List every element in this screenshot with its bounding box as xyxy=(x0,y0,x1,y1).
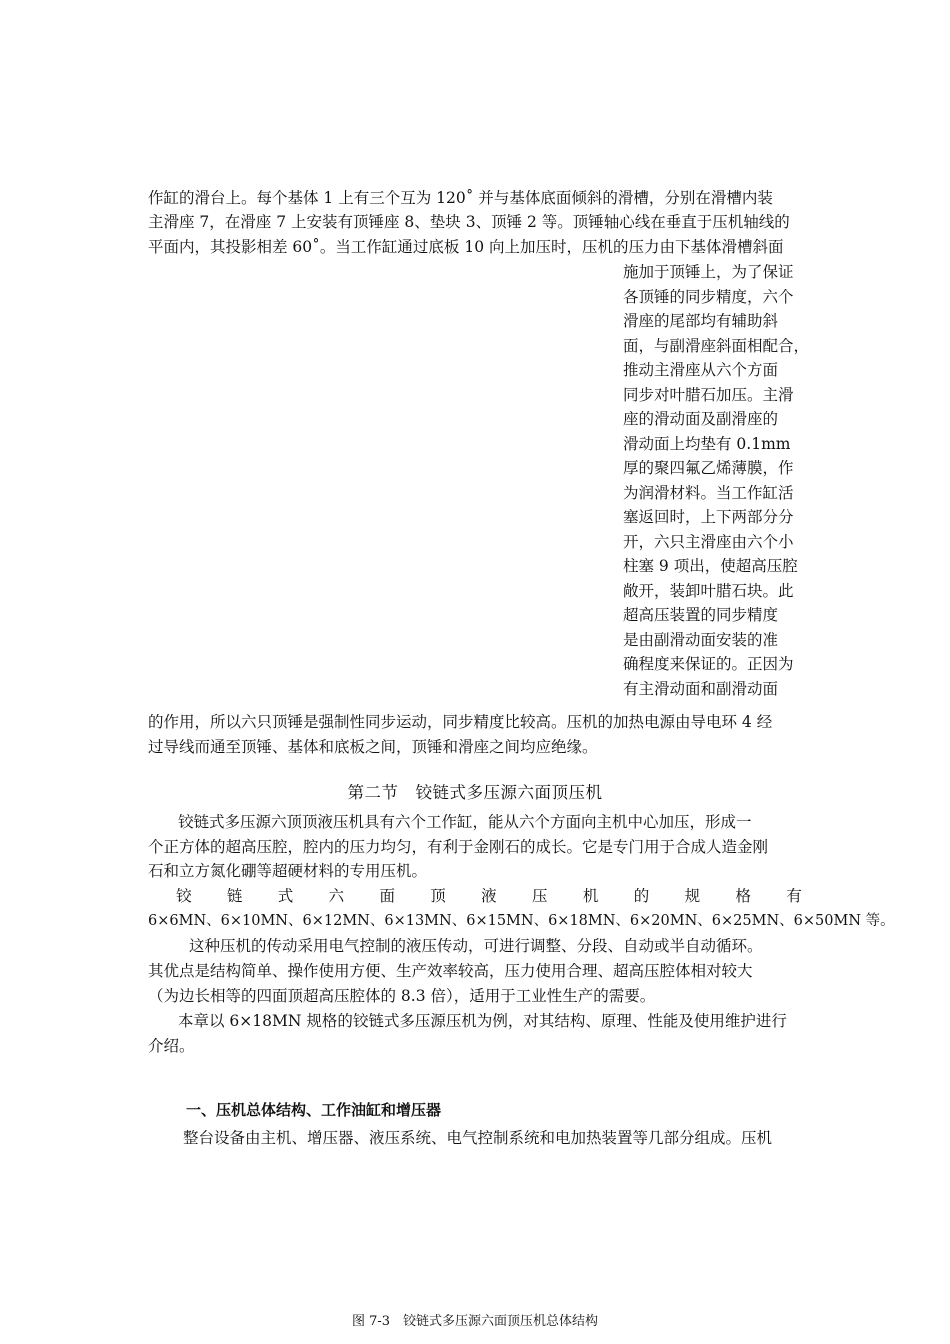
wrapped-text-line: 确程度来保证的。正因为 xyxy=(623,655,794,673)
wrapped-text-line: 滑动面上均垫有 0.1mm xyxy=(623,434,791,453)
body-text-line: 铰链式多压源六顶顶液压机具有六个工作缸，能从六个方面向主机中心加压，形成一 xyxy=(178,813,752,831)
wrapped-text-line: 施加于顶锤上，为了保证 xyxy=(623,263,794,281)
spread-char: 格 xyxy=(735,887,751,905)
body-text-line: 整台设备由主机、增压器、液压系统、电气控制系统和电加热装置等几部分组成。压机 xyxy=(183,1129,773,1147)
spread-char: 顶 xyxy=(430,887,446,905)
body-text-line: 本章以 6×18MN 规格的铰链式多压源压机为例，对其结构、原理、性能及使用维护进行 xyxy=(178,1012,787,1030)
wrapped-text-line: 敞开，装卸叶腊石块。此 xyxy=(623,581,794,600)
wrapped-text-line: 厚的聚四氟乙烯薄膜，作 xyxy=(623,459,794,477)
wrapped-text-line: 有主滑动面和副滑动面 xyxy=(623,679,779,698)
wrapped-text-line: 超高压装置的同步精度 xyxy=(623,606,779,624)
spread-char: 的 xyxy=(633,887,650,905)
body-text-line: 作缸的滑台上。每个基体 1 上有三个互为 120˚ 并与基体底面倾斜的滑槽，分别在滑槽内装 xyxy=(148,189,773,207)
wrapped-text-line: 同步对叶腊石加压。主滑 xyxy=(623,385,794,404)
spread-char: 链 xyxy=(226,887,243,905)
wrapped-text-line: 推动主滑座从六个方面 xyxy=(623,361,779,379)
wrapped-text-line: 是由副滑动面安装的准 xyxy=(623,630,779,649)
spread-char: 铰 xyxy=(176,887,192,905)
wrapped-text-line: 座的滑动面及副滑座的 xyxy=(623,410,779,428)
spread-char: 六 xyxy=(328,887,345,905)
body-text-line: 其优点是结构简单、操作使用方便、生产效率较高，压力使用合理、超高压腔体相对较大 xyxy=(148,962,753,980)
wrapped-text-column xyxy=(623,260,813,701)
wrapped-text-line: 各顶锤的同步精度，六个 xyxy=(623,287,794,306)
figure-caption: 图 7-3 铰链式多压源六面顶压机总体结构 xyxy=(351,1314,599,1329)
body-text-line: 这种压机的传动采用电气控制的液压传动，可进行调整、分段、自动或半自动循环。 xyxy=(189,937,763,955)
body-text-line: 石和立方氮化硼等超硬材料的专用压机。 xyxy=(148,862,428,880)
spread-text-line xyxy=(176,884,802,908)
body-text-line: 平面内，其投影相差 60˚。当工作缸通过底板 10 向上加压时，压机的压力由下基体滑槽斜面 xyxy=(148,238,784,256)
spread-char: 规 xyxy=(684,887,701,905)
wrapped-text-line: 为润滑材料。当工作缸活 xyxy=(623,483,794,502)
body-text-line: 主滑座 7，在滑座 7 上安装有顶锤座 8、垫块 3、顶锤 2 等。顶锤轴心线在垂直于压机轴线的 xyxy=(148,213,790,231)
body-text-line: 个正方体的超高压腔，腔内的压力均匀，有利于金刚石的成长。它是专门用于合成人造金刚 xyxy=(148,838,769,856)
wrapped-text-line: 开，六只主滑座由六个小 xyxy=(623,532,794,551)
body-text-line: 介绍。 xyxy=(148,1037,195,1055)
spread-char: 机 xyxy=(582,887,599,905)
body-text-line: 过导线而通至顶锤、基体和底板之间，顶锤和滑座之间均应绝缘。 xyxy=(148,738,598,756)
wrapped-text-line: 面，与副滑座斜面相配合， xyxy=(623,336,810,355)
spread-char: 有 xyxy=(786,887,802,905)
wrapped-text-line: 柱塞 9 项出，使超高压腔 xyxy=(623,557,798,575)
wrapped-text-line: 塞返回时，上下两部分分 xyxy=(623,508,794,526)
body-text-line: （为边长相等的四面顶超高压腔体的 8.3 倍），适用于工业性生产的需要。 xyxy=(148,987,656,1005)
body-text-line: 的作用，所以六只顶锤是强制性同步运动，同步精度比较高。压机的加热电源由导电环 4 经 xyxy=(148,713,773,731)
spread-char: 面 xyxy=(379,887,395,905)
wrapped-text-line: 滑座的尾部均有辅助斜 xyxy=(623,312,779,330)
spread-char: 液 xyxy=(481,887,497,905)
section-title: 第二节 铰链式多压源六面顶压机 xyxy=(347,783,603,802)
subsection-heading: 一、压机总体结构、工作油缸和增压器 xyxy=(186,1101,442,1119)
spread-char: 式 xyxy=(277,887,294,905)
spread-char: 压 xyxy=(532,887,548,905)
body-text-line: 6×6MN、6×10MN、6×12MN、6×13MN、6×15MN、6×18MN、6×20MN、6×25MN、6×50MN 等。 xyxy=(148,913,895,929)
